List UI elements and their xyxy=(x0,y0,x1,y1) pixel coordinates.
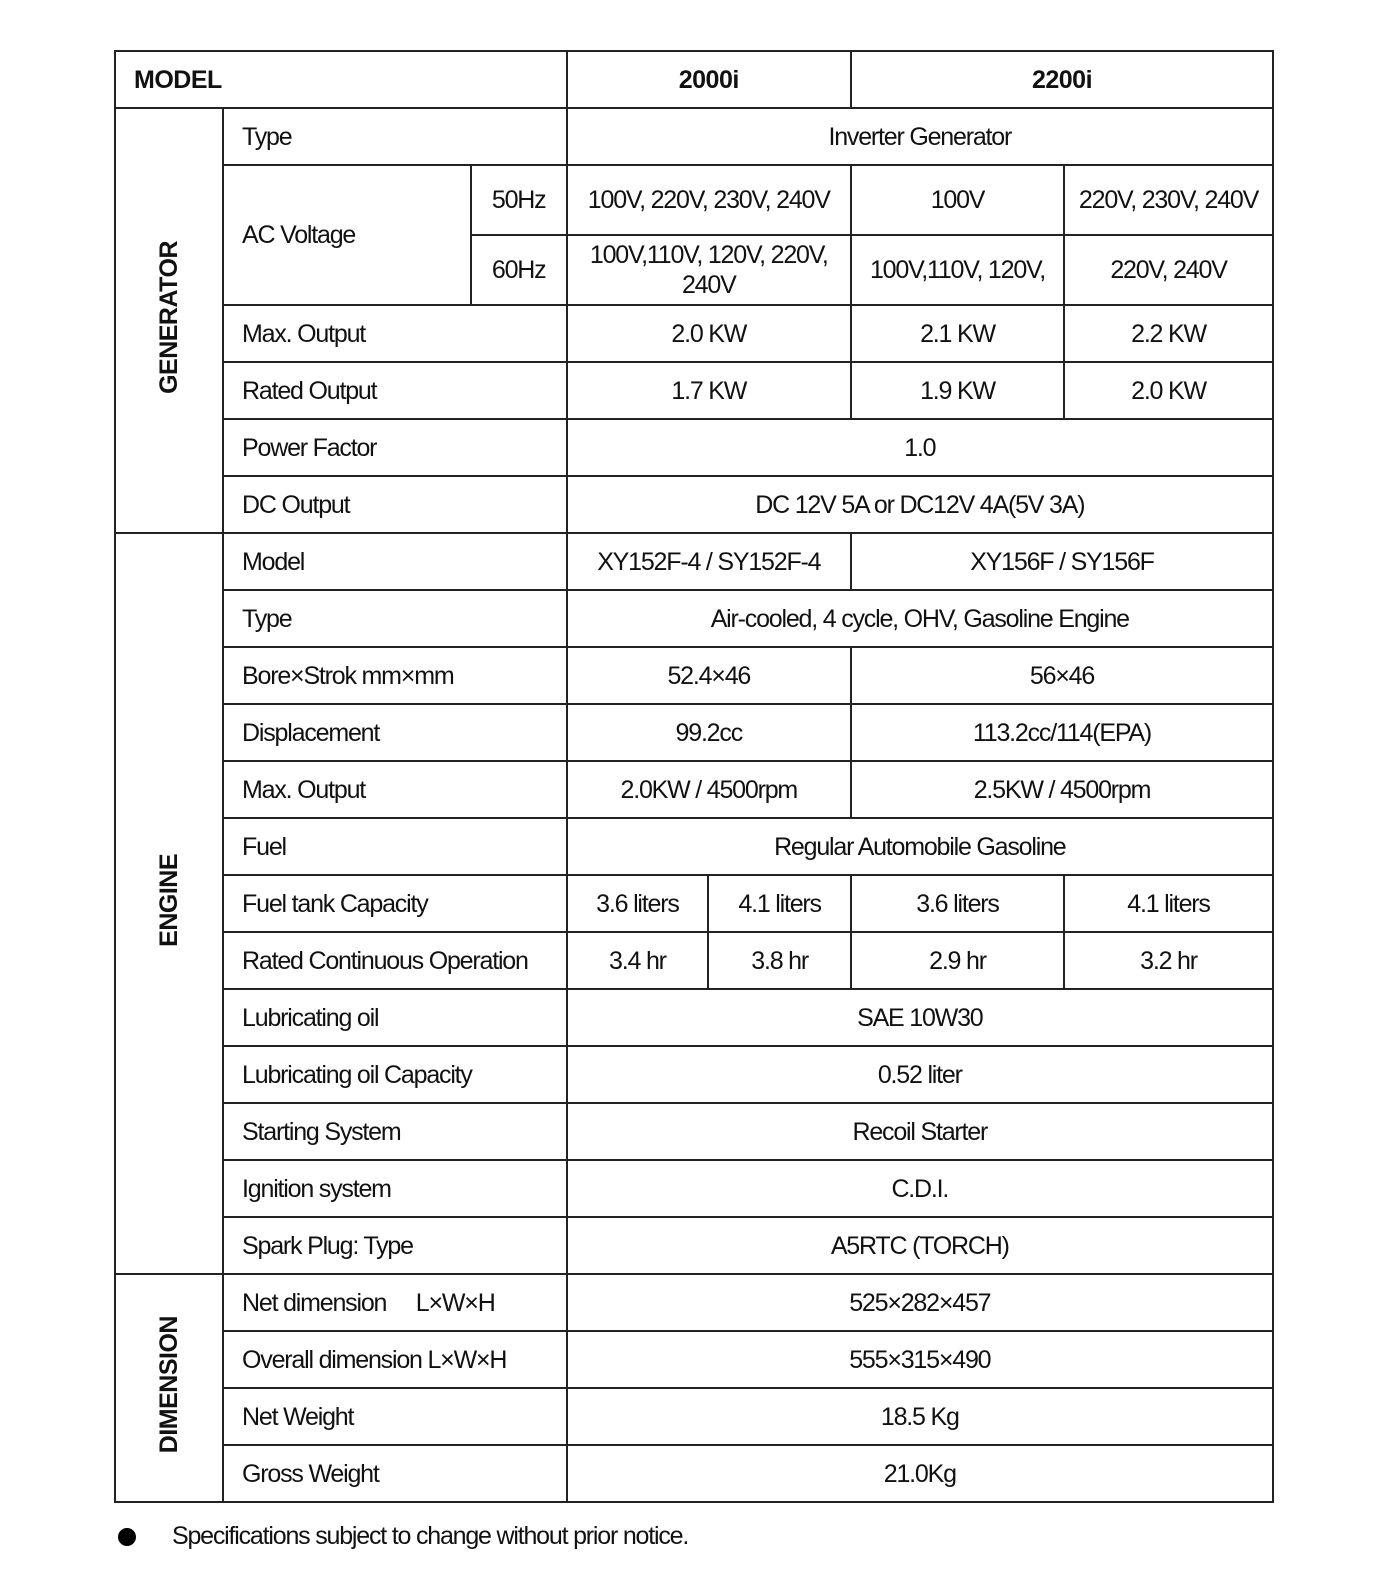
row-value: Air-cooled, 4 cycle, OHV, Gasoline Engine xyxy=(567,590,1273,647)
row-value: 1.7 KW xyxy=(567,362,851,419)
frequency-label: 50Hz xyxy=(471,165,567,235)
row-label: Rated Output xyxy=(223,362,567,419)
row-label: Max. Output xyxy=(223,761,567,818)
spec-table xyxy=(114,50,1274,1503)
row-value: 2.0 KW xyxy=(1064,362,1273,419)
table-row xyxy=(115,1217,1273,1274)
section-engine xyxy=(115,533,223,1274)
table-row xyxy=(115,476,1273,533)
table-row xyxy=(115,305,1273,362)
row-value: DC 12V 5A or DC12V 4A(5V 3A) xyxy=(567,476,1273,533)
row-value: 4.1 liters xyxy=(1064,875,1273,932)
section-label: ENGINE xyxy=(155,853,184,947)
table-row xyxy=(115,818,1273,875)
row-value: 4.1 liters xyxy=(708,875,851,932)
row-label: Displacement xyxy=(223,704,567,761)
table-row xyxy=(115,989,1273,1046)
row-label: Gross Weight xyxy=(223,1445,567,1502)
row-value: 52.4×46 xyxy=(567,647,851,704)
row-value: 3.2 hr xyxy=(1064,932,1273,989)
section-generator xyxy=(115,108,223,533)
row-value: 3.6 liters xyxy=(567,875,709,932)
row-value: SAE 10W30 xyxy=(567,989,1273,1046)
row-value: 1.0 xyxy=(567,419,1273,476)
row-value: 2.9 hr xyxy=(851,932,1064,989)
row-label: Power Factor xyxy=(223,419,567,476)
row-value: Inverter Generator xyxy=(567,108,1273,165)
table-row xyxy=(115,875,1273,932)
row-value: 2.0KW / 4500rpm xyxy=(567,761,851,818)
row-value: Regular Automobile Gasoline xyxy=(567,818,1273,875)
table-row xyxy=(115,932,1273,989)
table-row xyxy=(115,419,1273,476)
row-value: 3.6 liters xyxy=(851,875,1064,932)
row-value: 56×46 xyxy=(851,647,1273,704)
row-value: 3.8 hr xyxy=(708,932,851,989)
row-label: Type xyxy=(223,108,567,165)
row-label: Starting System xyxy=(223,1103,567,1160)
row-label: DC Output xyxy=(223,476,567,533)
row-value: 100V, 220V, 230V, 240V xyxy=(567,165,851,235)
model-header: MODEL xyxy=(115,51,567,108)
row-value: Recoil Starter xyxy=(567,1103,1273,1160)
section-label: DIMENSION xyxy=(155,1315,184,1454)
row-value: 2.1 KW xyxy=(851,305,1064,362)
footnote-text: Specifications subject to change without prior notice. xyxy=(172,1522,689,1550)
row-value: 0.52 liter xyxy=(567,1046,1273,1103)
table-row xyxy=(115,761,1273,818)
table-row xyxy=(115,1331,1273,1388)
table-row xyxy=(115,1445,1273,1502)
table-row xyxy=(115,647,1273,704)
table-row xyxy=(115,108,1273,165)
header-row xyxy=(115,51,1273,108)
table-row xyxy=(115,165,1273,235)
table-row xyxy=(115,1046,1273,1103)
row-label: Lubricating oil xyxy=(223,989,567,1046)
row-label: Max. Output xyxy=(223,305,567,362)
row-value: 2.0 KW xyxy=(567,305,851,362)
row-label: Fuel tank Capacity xyxy=(223,875,567,932)
section-label: GENERATOR xyxy=(155,240,184,394)
row-value: C.D.I. xyxy=(567,1160,1273,1217)
row-value: 2.5KW / 4500rpm xyxy=(851,761,1273,818)
row-label: Ignition system xyxy=(223,1160,567,1217)
section-dimension xyxy=(115,1274,223,1502)
row-value: 113.2cc/114(EPA) xyxy=(851,704,1273,761)
model-2200i-header: 2200i xyxy=(851,51,1273,108)
row-value: 220V, 240V xyxy=(1064,235,1273,305)
table-row xyxy=(115,590,1273,647)
row-value: XY156F / SY156F xyxy=(851,533,1273,590)
row-value: 525×282×457 xyxy=(567,1274,1273,1331)
table-row xyxy=(115,1274,1273,1331)
row-label: Net Weight xyxy=(223,1388,567,1445)
table-row xyxy=(115,1160,1273,1217)
model-2000i-header: 2000i xyxy=(567,51,851,108)
bullet-icon xyxy=(118,1528,136,1546)
row-value: 220V, 230V, 240V xyxy=(1064,165,1273,235)
table-row xyxy=(115,533,1273,590)
row-value: XY152F-4 / SY152F-4 xyxy=(567,533,851,590)
table-row xyxy=(115,704,1273,761)
row-label: Overall dimension L×W×H xyxy=(223,1331,567,1388)
row-value: 2.2 KW xyxy=(1064,305,1273,362)
row-value: 100V,110V, 120V, 220V, 240V xyxy=(567,235,851,305)
row-value: 21.0Kg xyxy=(567,1445,1273,1502)
row-value: 18.5 Kg xyxy=(567,1388,1273,1445)
row-label: Fuel xyxy=(223,818,567,875)
row-label: Lubricating oil Capacity xyxy=(223,1046,567,1103)
row-label: Model xyxy=(223,533,567,590)
row-label: Type xyxy=(223,590,567,647)
row-value: 3.4 hr xyxy=(567,932,709,989)
frequency-label: 60Hz xyxy=(471,235,567,305)
footnote xyxy=(118,1522,688,1551)
row-value: 100V xyxy=(851,165,1064,235)
row-label: AC Voltage xyxy=(223,165,471,305)
row-value: A5RTC (TORCH) xyxy=(567,1217,1273,1274)
table-row xyxy=(115,362,1273,419)
table-row xyxy=(115,1388,1273,1445)
row-value: 99.2cc xyxy=(567,704,851,761)
table-row xyxy=(115,1103,1273,1160)
row-label: Spark Plug: Type xyxy=(223,1217,567,1274)
row-value: 555×315×490 xyxy=(567,1331,1273,1388)
row-label: Bore×Strok mm×mm xyxy=(223,647,567,704)
row-label: Net dimension L×W×H xyxy=(223,1274,567,1331)
row-value: 100V,110V, 120V, xyxy=(851,235,1064,305)
row-label: Rated Continuous Operation xyxy=(223,932,567,989)
row-value: 1.9 KW xyxy=(851,362,1064,419)
